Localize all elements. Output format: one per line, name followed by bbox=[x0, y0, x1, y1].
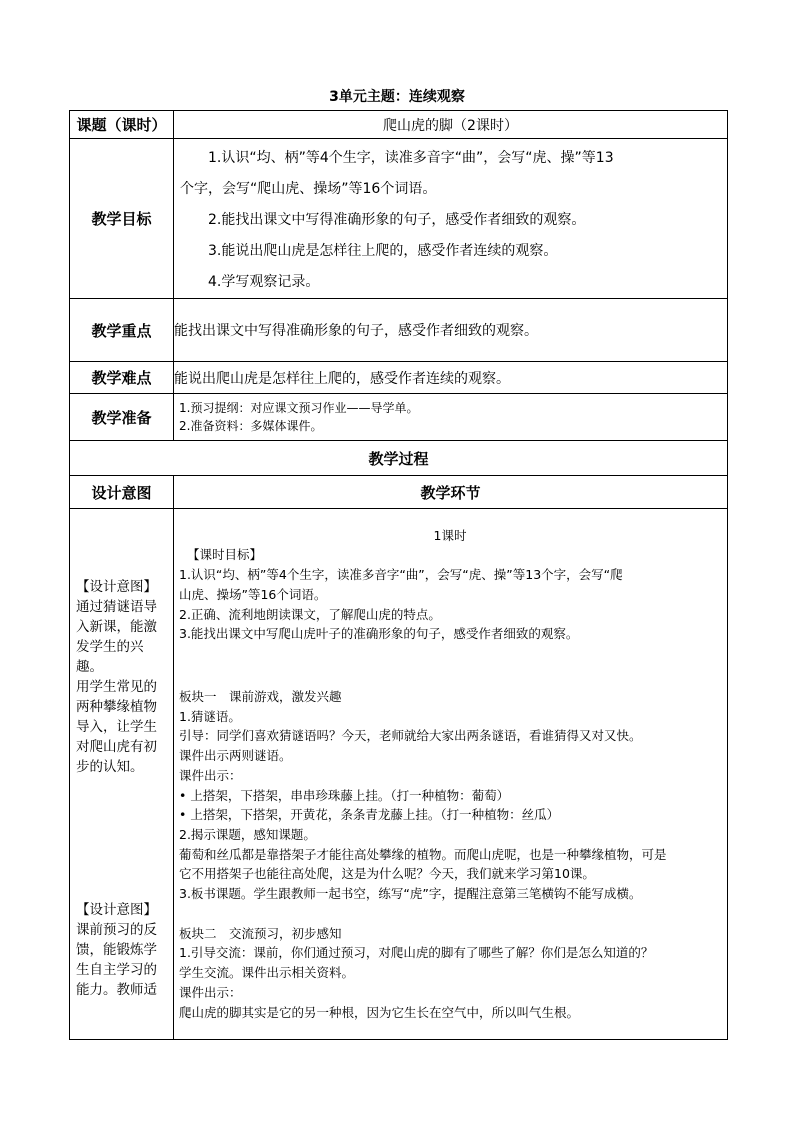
objectives-title: 【课时目标】 bbox=[187, 547, 263, 563]
key-points-row bbox=[70, 299, 728, 362]
block2-title: 板块二 交流预习，初步感知 bbox=[179, 925, 342, 941]
step-line: 2.揭示课题，感知课题。 bbox=[179, 826, 316, 842]
intent-line: 课前预习的反 bbox=[76, 922, 157, 938]
preparation-line: 2.准备资料：多媒体课件。 bbox=[179, 419, 323, 433]
process-title: 教学过程 bbox=[70, 441, 728, 476]
objective-line: 1.认识“均、柄”等4个生字，读准多音字“曲”，会写“虎、操”等13个字，会写“爬 bbox=[179, 567, 623, 583]
objective-line: 2.正确、流利地朗读课文，了解爬山虎的特点。 bbox=[179, 606, 441, 622]
intent-line: 生自主学习的 bbox=[76, 962, 157, 978]
intent-line: 导入，让学生 bbox=[76, 719, 157, 735]
step-line: 1.引导交流：课前，你们通过预习，对爬山虎的脚有了哪些了解？你们是怎么知道的？ bbox=[179, 945, 654, 961]
goals-row bbox=[70, 139, 728, 299]
goals-cell bbox=[174, 139, 728, 299]
step-line: 3.板书课题。学生跟教师一起书空，练写“虎”字，提醒注意第三笔横钩不能写成横。 bbox=[179, 886, 642, 902]
step-line: 课件出示： bbox=[179, 984, 242, 1000]
design-intent-cell bbox=[70, 509, 174, 1040]
intent-line: 两种攀缘植物 bbox=[76, 699, 157, 715]
intent-line: 馈，能锻炼学 bbox=[76, 942, 157, 958]
intent-line: 对爬山虎有初 bbox=[76, 739, 157, 755]
difficulties-row bbox=[70, 362, 728, 394]
difficulties-value: 能说出爬山虎是怎样往上爬的，感受作者连续的观察。 bbox=[174, 362, 728, 394]
block1-title: 板块一 课前游戏，激发兴趣 bbox=[179, 688, 342, 704]
intent-line: 【设计意图】 bbox=[76, 579, 157, 595]
lesson-plan-table bbox=[69, 110, 728, 1040]
class-hour: 1课时 bbox=[433, 527, 467, 543]
goals-label: 教学目标 bbox=[70, 139, 174, 299]
step-line: 课件出示两则谜语。 bbox=[179, 748, 292, 764]
lesson-row bbox=[70, 111, 728, 139]
intent-line: 通过猜谜语导 bbox=[76, 599, 157, 615]
intent-line: 能力。教师适 bbox=[76, 982, 157, 998]
intent-line: 用学生常见的 bbox=[76, 679, 157, 695]
lesson-value: 爬山虎的脚（2课时） bbox=[174, 111, 728, 139]
step-line: 学生交流。课件出示相关资料。 bbox=[179, 965, 355, 981]
process-body-row bbox=[70, 509, 728, 1040]
teaching-steps-header: 教学环节 bbox=[174, 476, 728, 509]
intent-line: 入新课，能激 bbox=[76, 619, 157, 635]
column-header-row bbox=[70, 476, 728, 509]
intent-line: 【设计意图】 bbox=[76, 902, 157, 918]
objective-line: 山虎、操场”等16个词语。 bbox=[179, 586, 327, 602]
riddle-line: • 上搭架，下搭架，开黄花，条条青龙藤上挂。（打一种植物：丝瓜） bbox=[179, 807, 560, 823]
key-points-value: 能找出课文中写得准确形象的句子，感受作者细致的观察。 bbox=[174, 299, 728, 362]
preparation-row bbox=[70, 394, 728, 441]
goal-line: 2.能找出课文中写得准确形象的句子，感受作者细致的观察。 bbox=[208, 212, 586, 228]
preparation-cell bbox=[174, 394, 728, 441]
step-line: 爬山虎的脚其实是它的另一种根，因为它生长在空气中，所以叫气生根。 bbox=[179, 1004, 580, 1020]
intent-line: 发学生的兴趣。 bbox=[76, 639, 144, 675]
page-title: 3单元主题：连续观察 bbox=[329, 89, 465, 105]
goal-line: 4.学写观察记录。 bbox=[208, 274, 320, 290]
step-line: 它不用搭架子也能往高处爬，这是为什么呢？今天，我们就来学习第10课。 bbox=[179, 866, 595, 882]
riddle-line: • 上搭架，下搭架，串串珍珠藤上挂。（打一种植物：葡萄） bbox=[179, 787, 510, 803]
objective-line: 3.能找出课文中写爬山虎叶子的准确形象的句子，感受作者细致的观察。 bbox=[179, 626, 579, 642]
preparation-label: 教学准备 bbox=[70, 394, 174, 441]
step-line: 葡萄和丝瓜都是靠搭架子才能往高处攀缘的植物。而爬山虎呢，也是一种攀缘植物，可是 bbox=[179, 846, 667, 862]
goal-line: 3.能说出爬山虎是怎样往上爬的，感受作者连续的观察。 bbox=[208, 243, 558, 259]
preparation-line: 1.预习提纲：对应课文预习作业——导学单。 bbox=[179, 401, 419, 415]
lesson-label: 课题（课时） bbox=[70, 111, 174, 139]
step-line: 课件出示： bbox=[179, 767, 242, 783]
key-points-label: 教学重点 bbox=[70, 299, 174, 362]
intent-line: 步的认知。 bbox=[76, 759, 144, 775]
difficulties-label: 教学难点 bbox=[70, 362, 174, 394]
goal-line: 个字，会写“爬山虎、操场”等16个词语。 bbox=[180, 181, 437, 197]
process-title-row bbox=[70, 441, 728, 476]
step-line: 1.猜谜语。 bbox=[179, 708, 241, 724]
goal-line: 1.认识“均、柄”等4个生字，读准多音字“曲”，会写“虎、操”等13 bbox=[208, 150, 614, 166]
design-intent-header: 设计意图 bbox=[70, 476, 174, 509]
step-line: 引导：同学们喜欢猜谜语吗？今天，老师就给大家出两条谜语，看谁猜得又对又快。 bbox=[179, 728, 642, 744]
teaching-steps-cell bbox=[174, 509, 728, 1040]
